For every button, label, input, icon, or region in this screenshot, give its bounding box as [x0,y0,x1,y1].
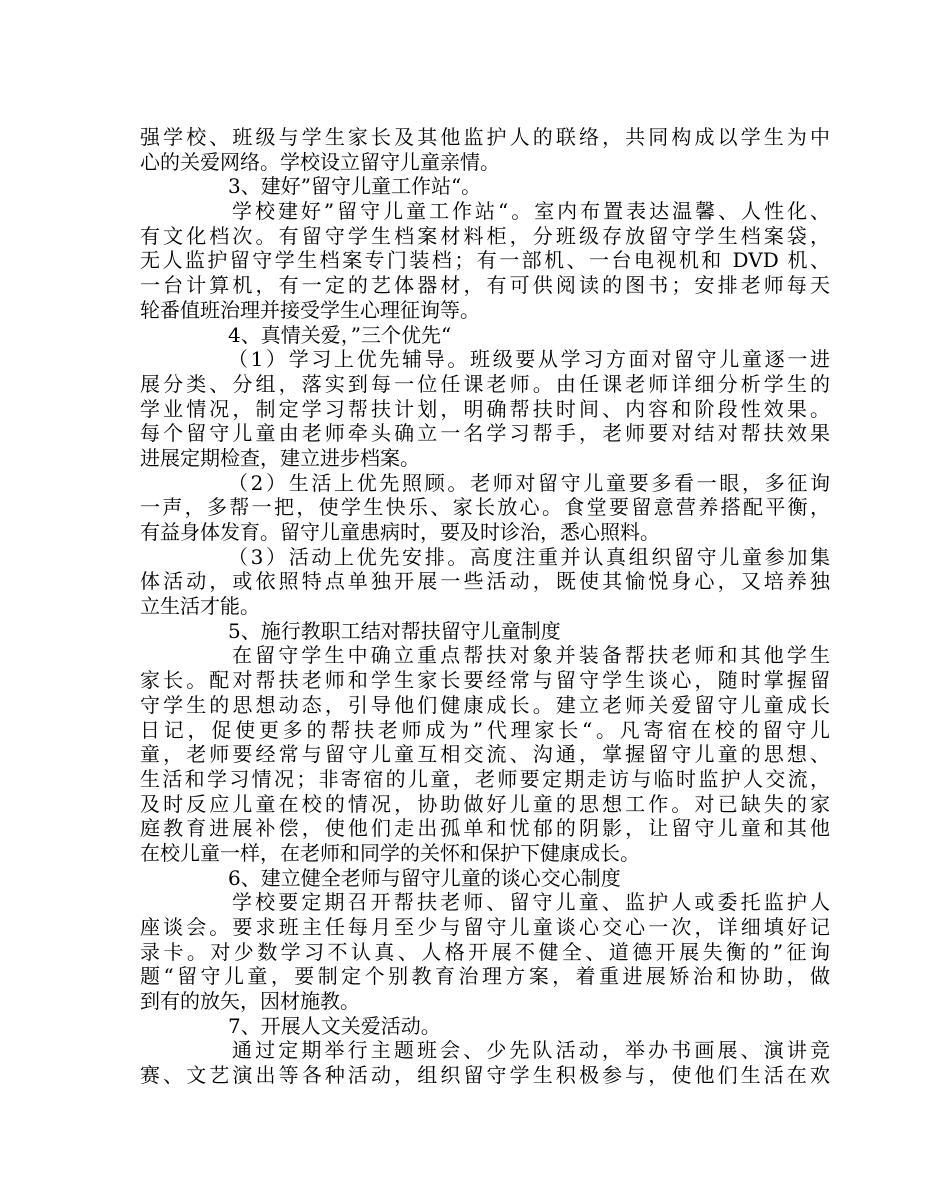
section-heading: 6、建立健全老师与留守儿童的谈心交心制度 [228,865,621,890]
text-line: 每个留守儿童由老师牵头确立一名学习帮手，老师要对结对帮扶效果 [140,421,830,446]
text-line: 及时反应儿童在校的情况，协助做好儿童的思想工作。对已缺失的家 [140,791,830,816]
text-line: 一声，多帮一把，使学生快乐、家长放心。食堂要留意营养搭配平衡， [140,495,830,520]
text-line: 进展定期检查，建立进步档案。 [140,445,420,470]
text-line: 有文化档次。有留守学生档案材料柜，分班级存放留守学生档案袋， [140,223,830,248]
text-line: 通过定期举行主题班会、少先队活动，举办书画展、演讲竞 [232,1038,830,1063]
text-line: 在校儿童一样，在老师和同学的关怀和保护下健康成长。 [140,840,640,865]
text-line: （1）学习上优先辅导。班级要从学习方面对留守儿童逐一进 [228,347,830,372]
text-line: 展分类、分组，落实到每一位任课老师。由任课老师详细分析学生的 [140,371,830,396]
section-heading: 7、开展人文关爱活动。 [228,1013,441,1038]
text-line: 立生活才能。 [140,594,260,619]
section-heading: 4、真情关爱，”三个优先“ [228,322,452,347]
text-line: 守学生的思想动态，引导他们健康成长。建立老师关爱留守儿童成长 [140,692,830,717]
text-line: 题“留守儿童，要制定个别教育治理方案，着重进展矫治和协助，做 [140,964,830,989]
text-line: 庭教育进展补偿，使他们走出孤单和忧郁的阴影，让留守儿童和其他 [140,816,830,841]
text-line: 学业情况，制定学习帮扶计划，明确帮扶时间、内容和阶段性效果。 [140,396,830,421]
text-line: 学校要定期召开帮扶老师、留守儿童、监护人或委托监护人 [232,890,830,915]
text-line: （2）生活上优先照顾。老师对留守儿童要多看一眼，多征询 [228,470,830,495]
text-line: 一台计算机，有一定的艺体器材，有可供阅读的图书；安排老师每天 [140,273,830,298]
text-line: 无人监护留守学生档案专门装档；有一部机、一台电视机和 DVD 机、 [140,248,830,273]
text-line: 心的关爱网络。学校设立留守儿童亲情。 [140,149,500,174]
document-body [140,125,830,1088]
text-line: 家长。配对帮扶老师和学生家长要经常与留守学生谈心，随时掌握留 [140,668,830,693]
text-line: 轮番值班治理并接受学生心理征询等。 [140,297,480,322]
text-line: 童，老师要经常与留守儿童互相交流、沟通，掌握留守儿童的思想、 [140,742,830,767]
text-line: 生活和学习情况；非寄宿的儿童，老师要定期走访与临时监护人交流， [140,766,830,791]
text-line: 体活动，或依照特点单独开展一些活动，既使其愉悦身心，又培养独 [140,569,830,594]
text-line: 赛、文艺演出等各种活动，组织留守学生积极参与，使他们生活在欢 [140,1063,830,1088]
text-line: 到有的放矢，因材施教。 [140,989,360,1014]
text-line: 在留守学生中确立重点帮扶对象并装备帮扶老师和其他学生 [232,643,830,668]
text-line: 录卡。对少数学习不认真、人格开展不健全、道德开展失衡的”征询 [140,939,830,964]
text-line: 强学校、班级与学生家长及其他监护人的联络，共同构成以学生为中 [140,125,830,149]
text-line: 座谈会。要求班主任每月至少与留守儿童谈心交心一次，详细填好记 [140,915,830,939]
section-heading: 5、施行教职工结对帮扶留守儿童制度 [228,618,561,643]
text-line: 学校建好”留守儿童工作站“。室内布置表达温馨、人性化、 [232,199,830,224]
text-line: 日记，促使更多的帮扶老师成为”代理家长“。凡寄宿在校的留守儿 [140,717,830,742]
section-heading: 3、建好”留守儿童工作站“。 [228,174,482,199]
text-line: 有益身体发育。留守儿童患病时，要及时诊治，悉心照料。 [140,520,660,544]
text-line: （3）活动上优先安排。高度注重并认真组织留守儿童参加集 [228,544,830,569]
